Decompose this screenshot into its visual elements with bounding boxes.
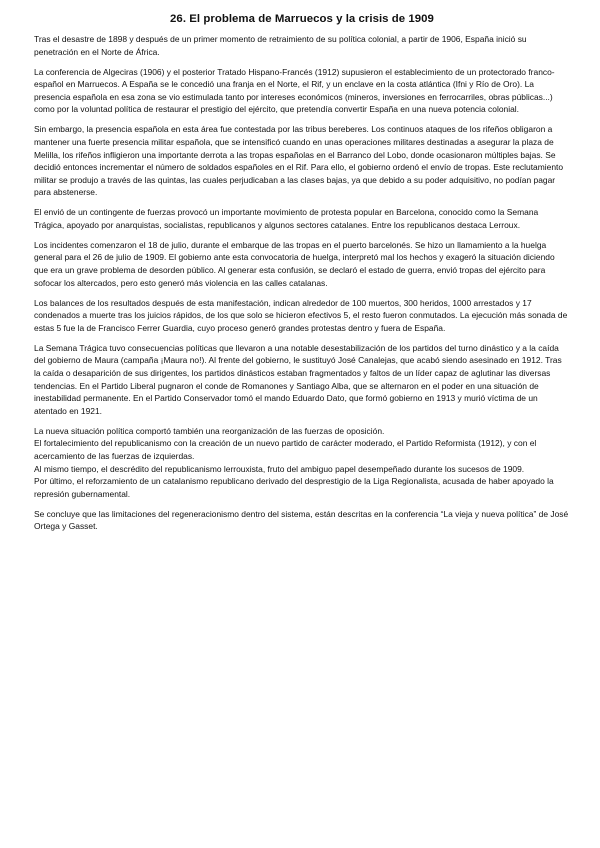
paragraph-consequences: La Semana Trágica tuvo consecuencias políticas que llevaron a una notable desestabilización de los partidos del turno dinástico y a la caída del gobierno de Maura (campaña ¡Maura no!). Al frente del gobierno, le sustituyó José Canalejas, que acabó siendo asesinado en 1912. Tras la caída o desaparición de sus dirigentes, los partidos dinásticos estaban fragmentados y faltos de un líder capaz de aglutinar las diversas tendencias. En el Partido Liberal pugnaron el conde de Romanones y Santiago Alba, que se alternaron en el poder en una situación de inestabilidad permanente. En el Partido Conservador tomó el mando Eduardo Dato, que formó gobierno en 1913 y murió víctima de un atentado en 1921. (34, 342, 562, 416)
paragraph-conclusion: Se concluye que las limitaciones del regeneracionismo dentro del sistema, están descritas en la conferencia “La vieja y nueva política” de José Ortega y Gasset. (34, 508, 569, 532)
paragraph-catalanism: Por último, el reforzamiento de un catalanismo republicano derivado del desprestigio de la Liga Regionalista, acusada de haber apoyado la represión gubernamental. (34, 476, 554, 499)
paragraph-republicanism: El fortalecimiento del republicanismo con la creación de un nuevo partido de carácter moderado, el Partido Reformista (1912), y con el acercamiento de las fuerzas de izquierdas. (34, 438, 537, 461)
paragraph-intro: Tras el desastre de 1898 y después de un primer momento de retraimiento de su política colonial, a partir de 1906, España inició su penetración en el Norte de África. (34, 34, 527, 57)
paragraph-incidents: Los incidentes comenzaron el 18 de julio, durante el embarque de las tropas en el puerto barcelonés. Se hizo un llamamiento a la huelga general para el 26 de julio de 1909. El gobierno ante esta convocatoria de huelga, interpretó mal los hechos y exageró la situación diciendo que era un grave problema de desorden público. Al generar esta confusión, se declaró el estado de guerra, envió tropas del ejército para sofocar los altercados, pero esto generó más violencia en las calles catalanas. (34, 239, 555, 288)
paragraph-lerroux: Al mismo tiempo, el descrédito del republicanismo lerrouxista, fruto del ambiguo papel desempeñado durante los sucesos de 1909. (34, 463, 525, 474)
paragraph-semana-tragica: El envió de un contingente de fuerzas provocó un importante movimiento de protesta popular en Barcelona, conocido como la Semana Trágica, apoyado por anarquistas, socialistas, republicanos y algunos sectores catalanes. Entre los republicanos destaca Lerroux. (34, 207, 539, 230)
page-title: 26. El problema de Marruecos y la crisis de 1909 (170, 13, 434, 25)
paragraph-opposition: La nueva situación política comportó también una reorganización de las fuerzas de oposición. (34, 425, 385, 436)
paragraph-rif-resistance: Sin embargo, la presencia española en esta área fue contestada por las tribus bereberes. Los continuos ataques de los rifeños obligaron a mantener una fuerte presencia militar española, que se intensificó cuando en unas operaciones militares destinadas a asegurar la plaza de Melilla, los rifeños infligieron una importante derrota a las tropas españolas en el Barranco del Lobo, donde ocasionaron múltiples bajas. Se decidió entonces incrementar el número de soldados españoles en el Rif. Para ello, el gobierno ordenó el envío de tropas. Este reclutamiento militar se produjo a través de las quintas, las cuales perjudicaban a las clases bajas, ya que debido a su poder adquisitivo, no podían pagar para abstenerse. (34, 124, 564, 198)
paragraph-algeciras: La conferencia de Algeciras (1906) y el posterior Tratado Hispano-Francés (1912) supusieron el establecimiento de un protectorado franco-español en Marruecos. A España se le concedió una franja en el Norte, el Rif, y un enclave en la costa atlántica (Ifni y Río de Oro). La presencia española en esa zona se vio estimulada tanto por intereses económicos (mineros, inversiones en ferrocarriles, obras públicas...) como por la voluntad política de restaurar el prestigio del ejército, que pretendía convertir España en una nueva potencia colonial. (34, 66, 555, 115)
paragraph-balance: Los balances de los resultados después de esta manifestación, indican alrededor de 100 muertos, 300 heridos, 1000 arrestados y 17 condenados a muerte tras los juicios rápidos, de los que solo se hicieron efectivos 5, el resto fueron conmutados. La ejecución más sonada de estas 5 fue la de Francisco Ferrer Guardia, cuyo proceso generó grandes protestas dentro y fuera de España. (34, 297, 568, 333)
